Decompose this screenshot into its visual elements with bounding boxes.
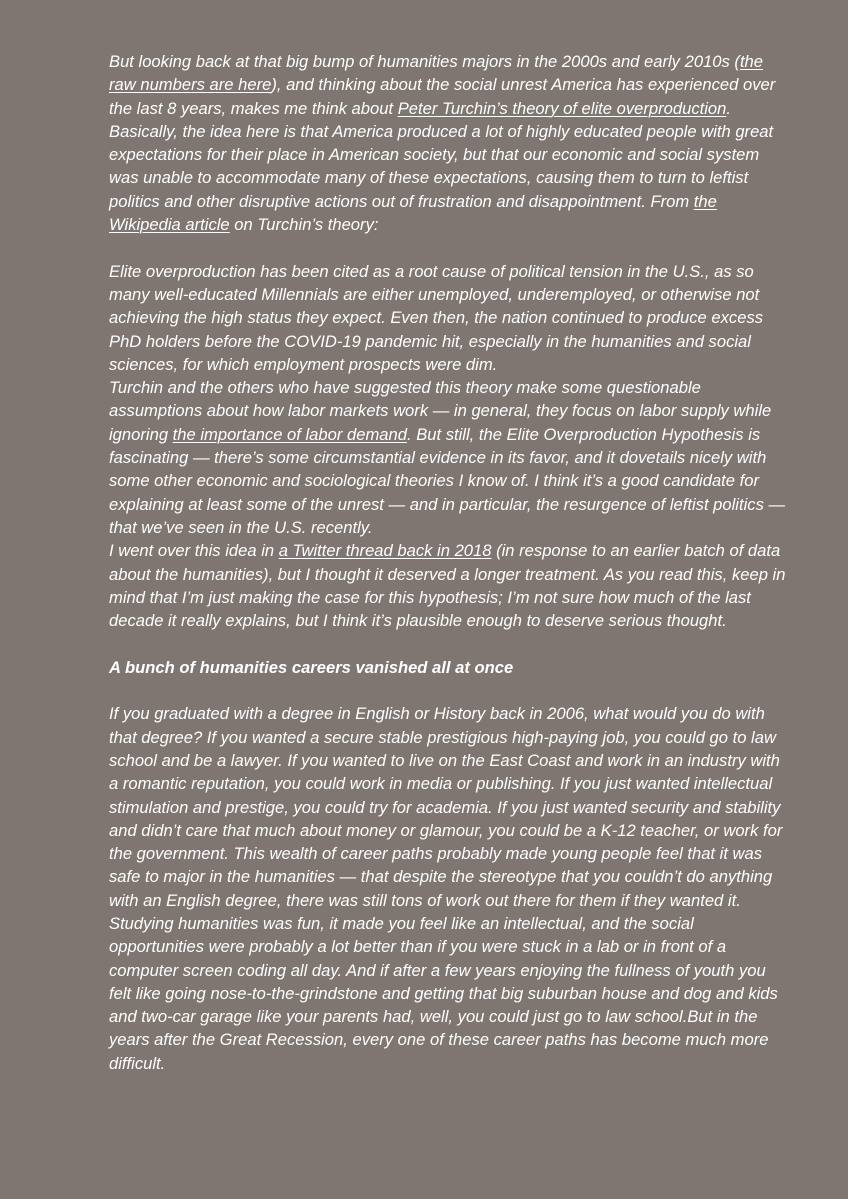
text-segment: I went over this idea in bbox=[109, 541, 279, 561]
text-segment: But looking back at that big bump of humanities majors in the 2000s and early 2010s ( bbox=[109, 52, 740, 71]
paragraph-intro bbox=[109, 50, 789, 236]
raw-numbers-link[interactable]: the raw numbers are here bbox=[109, 52, 764, 95]
paragraph-labor-markets bbox=[109, 376, 789, 539]
text-segment: . But still, the Elite Overproduction Hypothesis is fascinating — there’s some circumstantial evidence in its favor, and it dovetails nicely with some other economic and sociological theories I know of. I think it’s a good candidate for explaining at least some of the unrest — and in particular, the resurgence of leftist politics — that we’ve seen in the U.S. recently. bbox=[109, 424, 786, 537]
text-segment: ), and thinking about the social unrest America has experienced over the last 8 years, makes me think about bbox=[109, 75, 776, 118]
twitter-thread-link[interactable]: a Twitter thread back in 2018 bbox=[278, 541, 492, 561]
paragraph-twitter-thread bbox=[109, 539, 789, 632]
spacer bbox=[109, 632, 789, 655]
text-segment: on Turchin’s theory: bbox=[229, 215, 379, 235]
wikipedia-article-link[interactable]: the Wikipedia article bbox=[109, 191, 717, 235]
article-body bbox=[109, 50, 789, 1075]
wikipedia-quote: Elite overproduction has been cited as a root cause of political tension in the U.S., as so many well-educated Millennials are either unemployed, underemployed, or otherwise not achieving the high status they expect. Even then, the nation continued to produce excess PhD holders before the COVID-19 pandemic hit, especially in the humanities and social sciences, for which employment prospects were dim. bbox=[109, 261, 764, 374]
labor-demand-link[interactable]: the importance of labor demand bbox=[172, 424, 407, 444]
spacer bbox=[109, 679, 789, 702]
text-segment: . Basically, the idea here is that America produced a lot of highly educated people with great expectations for their place in American society, but that our economic and social system was unable to accommodate many of these expectations, causing them to turn to leftist politics and other disruptive actions out of frustration and disappointment. From bbox=[109, 98, 774, 211]
section-heading: A bunch of humanities careers vanished all at once bbox=[109, 657, 514, 677]
paragraph-careers: If you graduated with a degree in English or History back in 2006, what would you do with that degree? If you wanted a secure stable prestigious high-paying job, you could go to law school and be a lawyer. If you wanted to live on the East Coast and work in an industry with a romantic reputation, you could work in media or publishing. If you just wanted intellectual stimulation and prestige, you could try for academia. If you just wanted security and stability and didn’t care that much about money or glamour, you could be a K-12 teacher, or work for the government. This wealth of career paths probably made young people feel that it was safe to major in the humanities — that despite the stereotype that you couldn’t do anything with an English degree, there was still tons of work out there for them if they wanted it. Studying humanities was fun, it made you feel like an intellectual, and the social opportunities were probably a lot better than if you were stuck in a lab or in front of a computer screen coding all day. And if after a few years enjoying the fullness of youth you felt like going nose-to-the-grindstone and getting that big suburban house and dog and kids and two-car garage like your parents had, well, you could just go to law school.But in the years after the Great Recession, every one of these career paths has become much more difficult. bbox=[109, 704, 783, 1073]
spacer bbox=[109, 236, 789, 259]
turchin-theory-link[interactable]: Peter Turchin’s theory of elite overproduction bbox=[397, 98, 727, 118]
text-segment: Turchin and the others who have suggested this theory make some questionable assumptions about how labor markets work — in general, they focus on labor supply while ignoring bbox=[109, 378, 772, 444]
text-segment: (in response to an earlier batch of data about the humanities), but I thought it deserved a longer treatment. As you read this, keep in mind that I’m just making the case for this hypothesis; I’m not sure how much of the last decade it really explains, but I think it’s plausible enough to deserve serious thought. bbox=[109, 541, 786, 631]
